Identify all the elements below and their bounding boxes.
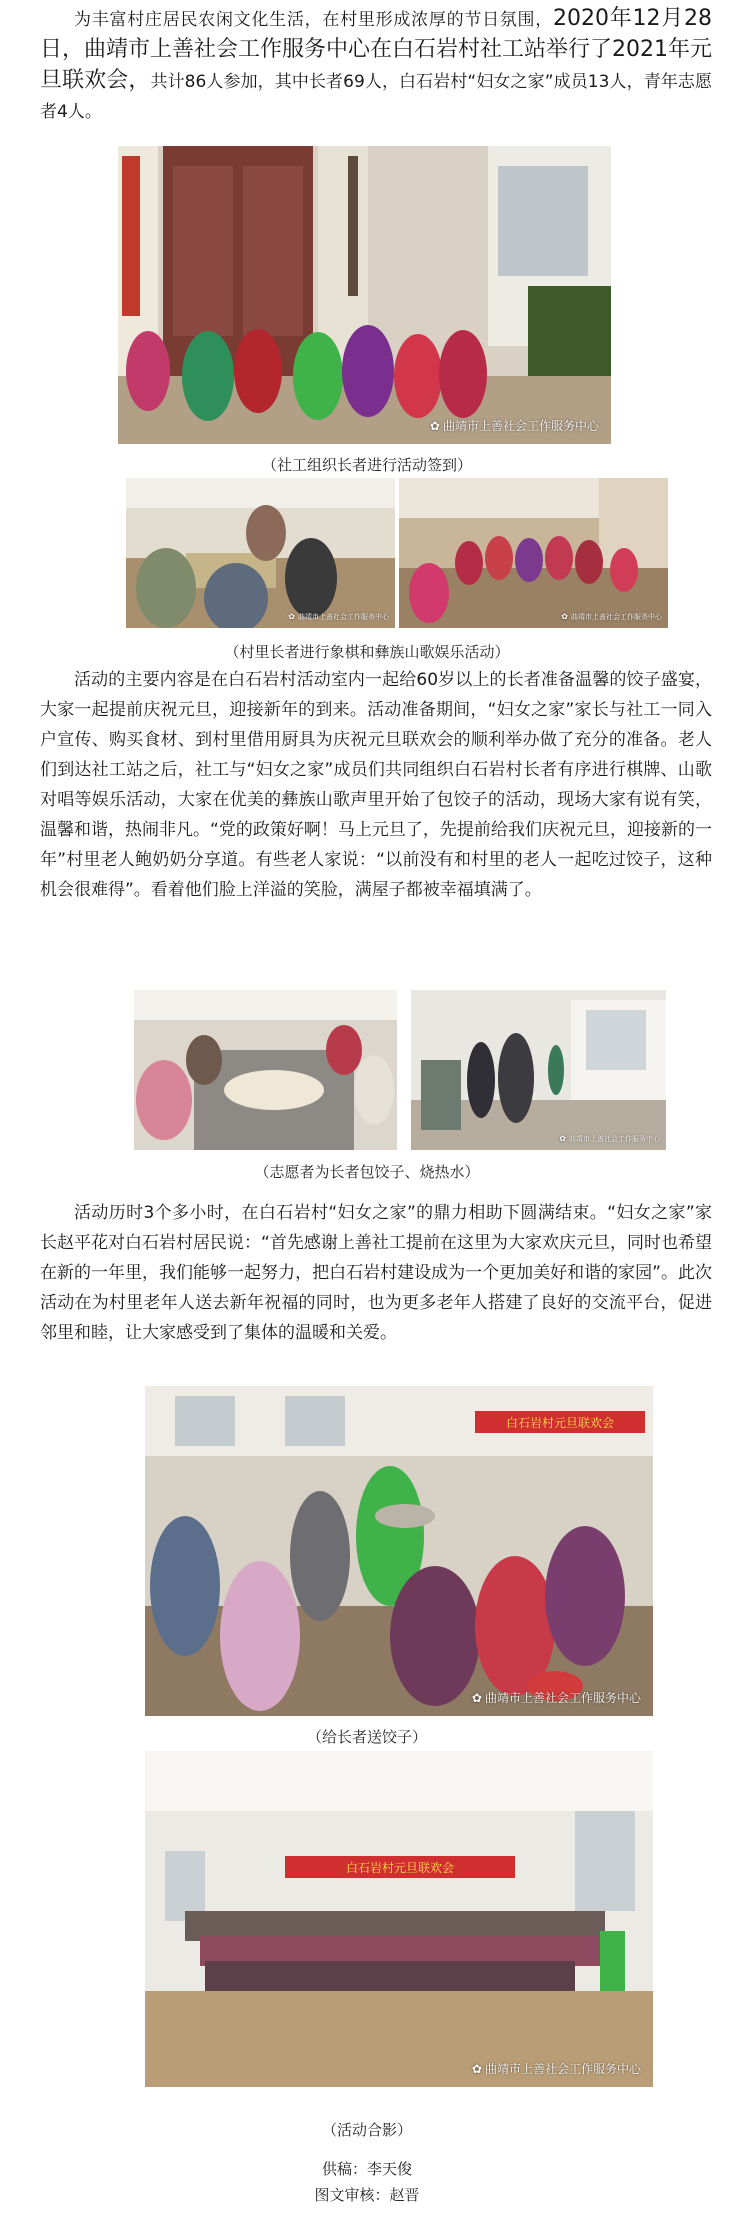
photo-watermark [561,612,662,622]
photo-watermark [472,2060,641,2077]
wechat-icon: ✿ [471,1691,482,1705]
author-credit: 供稿：李天俊 [321,2160,412,2178]
photo-watermark [430,417,599,434]
wechat-icon: ✿ [471,2062,482,2076]
wechat-icon: ✿ [288,612,295,621]
body-paragraph-activity: 活动的主要内容是在白石岩村活动室内一起给60岁以上的长者准备温馨的饺子盛宴，大家一起提前庆祝元旦，迎接新年的到来。活动准备期间，“妇女之家”家长与社工一同入户宣传、购买食材、到村里借用厨具为庆祝元旦联欢会的顺利举办做了充分的准备。老人们到达社工站之后，社工与“妇女之家”成员们共同组织白石岩村长者有序进行棋牌、山歌对唱等娱乐活动，大家在优美的彝族山歌声里开始了包饺子的活动，现场大家有说有笑，温馨和谐，热闹非凡。“党的政策好啊！马上元旦了，先提前给我们庆祝元旦，迎接新的一年”村里老人鲍奶奶分享道。有些老人家说：“以前没有和村里的老人一起吃过饺子，这种机会很难得”。看着他们脸上洋溢的笑脸，满屋子都被幸福填满了。 [40,670,712,900]
intro-paragraph [40,4,712,127]
photo-sign-in [118,146,611,444]
photo-folk-songs [399,478,668,628]
watermark-text: 曲靖市上善社会工作服务中心 [442,419,599,433]
watermark-text: 曲靖市上善社会工作服务中心 [484,2062,641,2076]
wechat-icon: ✿ [561,612,568,621]
body-paragraph-conclusion: 活动历时3个多小时，在白石岩村“妇女之家”的鼎力相助下圆满结束。“妇女之家”家长赵平花对白石岩村居民说：“首先感谢上善社工提前在这里为大家欢庆元旦，同时也希望在新的一年里，我们能够一起努力，把白石岩村建设成为一个更加美好和谐的家园”。此次活动在为村里老年人送去新年祝福的同时，也为更多老年人搭建了良好的交流平台，促进邻里和睦，让大家感受到了集体的温暖和关爱。 [40,1203,712,1343]
photo-chess [126,478,395,628]
wechat-icon: ✿ [559,1134,566,1143]
watermark-text: 曲靖市上善社会工作服务中心 [298,613,389,621]
wechat-icon: ✿ [429,419,440,433]
intro-part-a: 为丰富村庄居民农闲文化生活，在村里形成浓厚的节日氛围， [74,10,554,30]
intro-part-c: 共计86人参加，其中长者69人，白石岩村“妇女之家”成员13人，青年志愿者4人。 [40,72,712,122]
photo-watermark [559,1134,660,1144]
watermark-text: 曲靖市上善社会工作服务中心 [484,1691,641,1705]
banner-text: 白石岩村元旦联欢会 [345,1861,455,1875]
banner-text: 白石岩村元旦联欢会 [505,1416,615,1430]
photo-group [145,1751,653,2087]
photo-watermark [288,612,389,622]
caption-serving: （给长者送饺子） [306,1728,427,1746]
caption-chess-songs: （村里长者进行象棋和彝族山歌娱乐活动） [224,643,510,661]
caption-sign-in: （社工组织长者进行活动签到） [261,456,472,474]
caption-dumplings-water: （志愿者为长者包饺子、烧热水） [254,1163,480,1181]
reviewer-credit: 图文审核：赵晋 [314,2186,420,2204]
photo-serving-dumplings [145,1386,653,1716]
watermark-text: 曲靖市上善社会工作服务中心 [571,613,662,621]
intro-part-b: 2020年12月28日，曲靖市上善社会工作服务中心在白石岩村社工站举行了2021年元旦联欢会， [40,6,712,93]
photo-boiling-water [411,990,666,1150]
caption-group: （活动合影） [321,2121,412,2139]
photo-watermark [472,1689,641,1706]
watermark-text: 曲靖市上善社会工作服务中心 [569,1135,660,1143]
photo-dumplings [134,990,397,1150]
